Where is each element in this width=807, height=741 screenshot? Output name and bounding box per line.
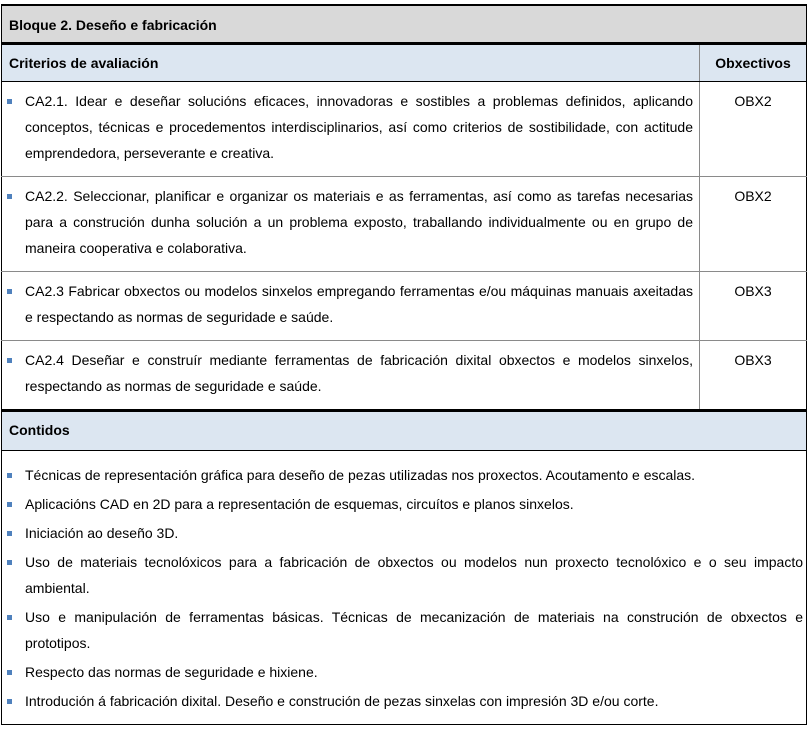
criteria-row: [2, 81, 807, 176]
criteria-item: [7, 278, 693, 330]
square-bullet-icon: [7, 289, 12, 294]
criteria-row: [2, 176, 807, 271]
contents-body-row: [2, 450, 807, 724]
criteria-cell: [2, 176, 700, 271]
objective-cell: OBX2: [700, 81, 807, 176]
contents-header-row: [2, 410, 807, 450]
block-title-row: [2, 5, 807, 43]
square-bullet-icon: [7, 670, 12, 675]
objective-cell: OBX3: [700, 271, 807, 340]
contents-text: Uso de materiais tecnolóxicos para a fabricación de obxectos ou modelos nun proxecto tecnolóxico e o seu impacto ambiental.: [25, 553, 804, 596]
criteria-text: CA2.3 Fabricar obxectos ou modelos sinxelos empregando ferramentas e/ou máquinas manuais axeitadas e respectando as normas de seguridade e saúde.: [25, 282, 693, 325]
criteria-item: [7, 88, 693, 166]
criteria-row: [2, 271, 807, 340]
contents-item: [7, 688, 803, 714]
objectives-column-header: Obxectivos: [700, 43, 807, 81]
contents-item: [7, 604, 803, 656]
contents-item: [7, 491, 803, 517]
criteria-header-row: [2, 43, 807, 81]
square-bullet-icon: [7, 560, 12, 565]
square-bullet-icon: [7, 531, 12, 536]
curriculum-document: [1, 4, 806, 725]
criteria-column-header: Criterios de avaliación: [2, 43, 700, 81]
objective-cell: OBX3: [700, 340, 807, 410]
contents-text: Aplicacións CAD en 2D para a representación de esquemas, circuítos e planos sinxelos.: [25, 495, 574, 512]
criteria-text: CA2.1. Idear e deseñar solucións eficaces, innovadoras e sostibles a problemas definidos, aplicando conceptos, técnicas e procedementos interdisciplinarios, así como criterios de sostibilidade, con actitude emprendedora, perseverante e creativa.: [25, 92, 693, 161]
square-bullet-icon: [7, 699, 12, 704]
square-bullet-icon: [7, 502, 12, 507]
criteria-item: [7, 183, 693, 261]
criteria-item: [7, 347, 693, 399]
criteria-table: [1, 4, 807, 725]
criteria-row: [2, 340, 807, 410]
contents-item: [7, 462, 803, 488]
criteria-cell: [2, 340, 700, 410]
criteria-cell: [2, 81, 700, 176]
criteria-cell: [2, 271, 700, 340]
contents-list: [2, 450, 807, 724]
square-bullet-icon: [7, 99, 12, 104]
contents-text: Uso e manipulación de ferramentas básicas. Técnicas de mecanización de materiais na construción de obxectos e prototipos.: [25, 608, 804, 651]
block-title: Bloque 2. Deseño e fabricación: [2, 5, 807, 43]
square-bullet-icon: [7, 473, 12, 478]
contents-title: Contidos: [2, 410, 807, 450]
objective-cell: OBX2: [700, 176, 807, 271]
contents-item: [7, 549, 803, 601]
contents-text: Respecto das normas de seguridade e hixiene.: [25, 663, 318, 680]
criteria-text: CA2.2. Seleccionar, planificar e organizar os materiais e as ferramentas, así como as tarefas necesarias para a construción dunha solución a un problema exposto, traballando individualmente ou en grupo de maneira cooperativa e colaborativa.: [25, 187, 693, 256]
contents-text: Técnicas de representación gráfica para deseño de pezas utilizadas nos proxectos. Acoutamento e escalas.: [25, 466, 696, 483]
square-bullet-icon: [7, 194, 12, 199]
contents-item: [7, 659, 803, 685]
contents-text: Iniciación ao deseño 3D.: [25, 524, 179, 541]
contents-item: [7, 520, 803, 546]
square-bullet-icon: [7, 615, 12, 620]
contents-text: Introdución á fabricación dixital. Deseño e construción de pezas sinxelas con impresión 3D e/ou corte.: [25, 692, 659, 709]
criteria-text: CA2.4 Deseñar e construír mediante ferramentas de fabricación dixital obxectos e modelos sinxelos, respectando as normas de seguridade e saúde.: [25, 351, 693, 394]
square-bullet-icon: [7, 358, 12, 363]
